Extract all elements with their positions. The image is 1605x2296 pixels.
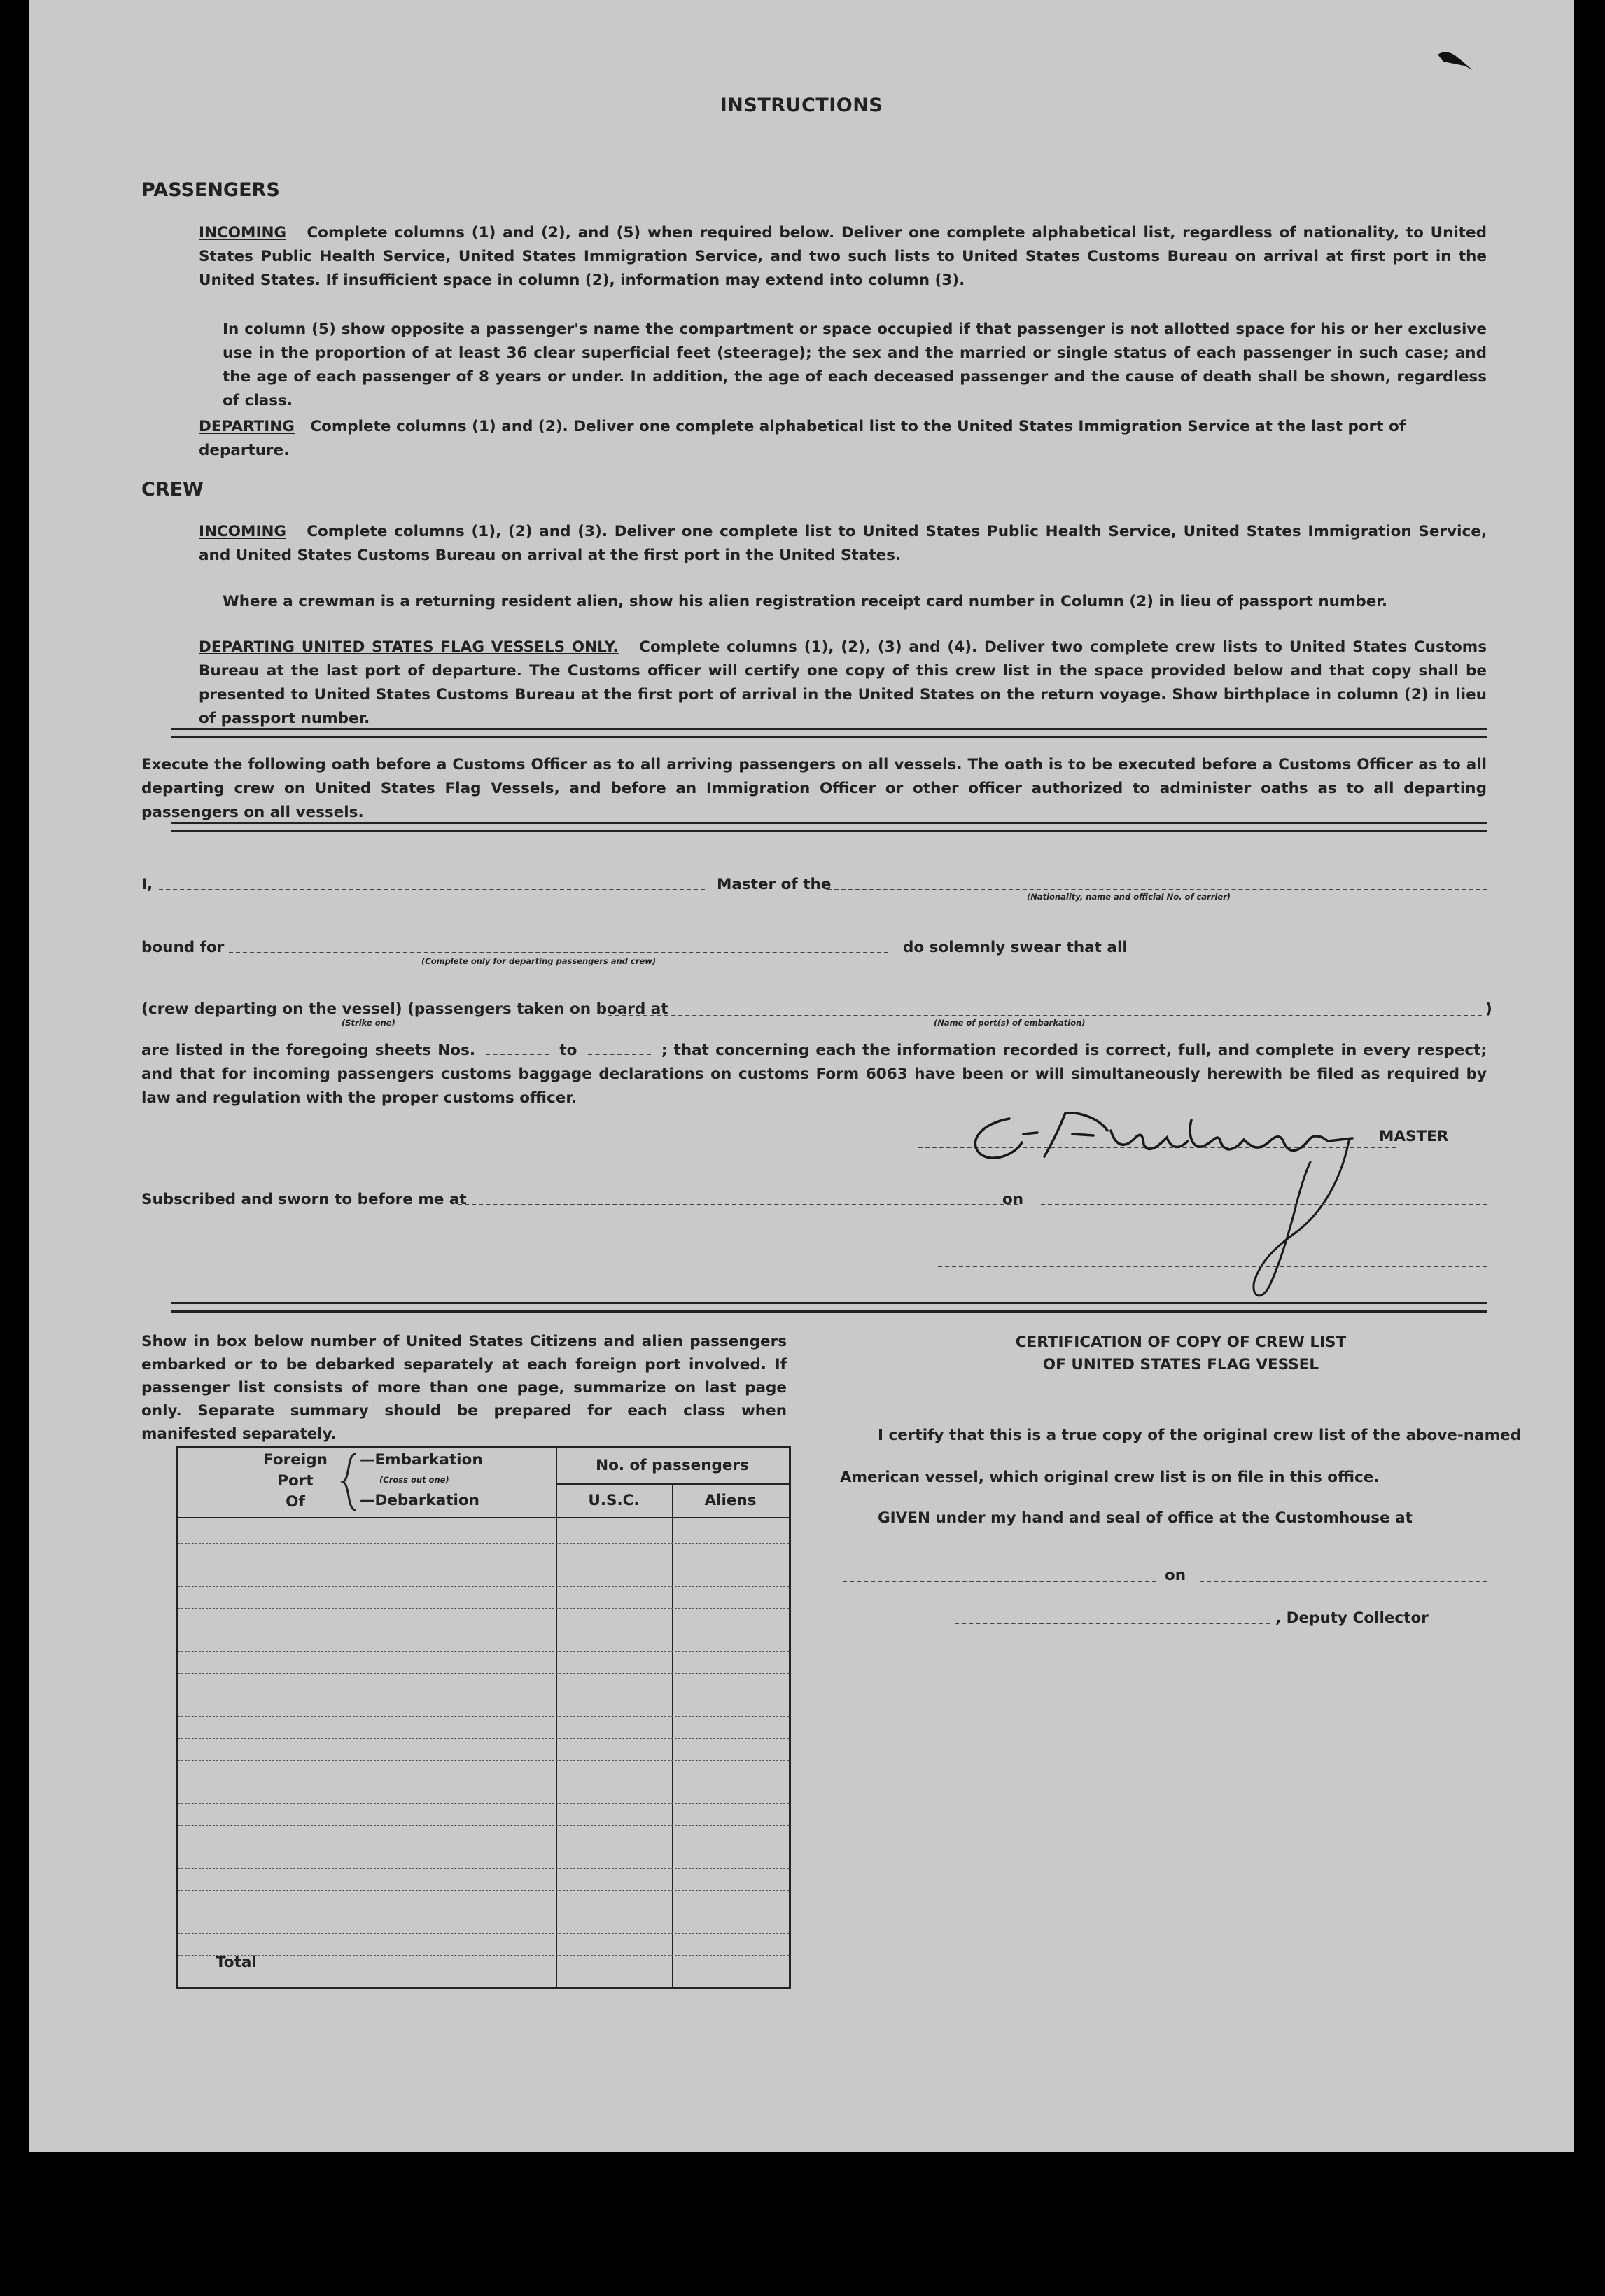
swear-label: do solemnly swear that all bbox=[903, 939, 1128, 956]
foreign-text: Foreign bbox=[263, 1451, 328, 1469]
certification-heading-line1: CERTIFICATION OF COPY OF CREW LIST bbox=[1015, 1334, 1347, 1351]
departing-text: Complete columns (1) and (2). Deliver one complete alphabetical list to the United States Immigration Service at the last port of departure. bbox=[199, 418, 1406, 459]
port-note: (Name of port(s) of embarkation) bbox=[934, 1018, 1086, 1028]
of-text: Of bbox=[286, 1493, 305, 1511]
oath-i-label: I, bbox=[141, 876, 153, 893]
incoming-label: INCOMING bbox=[199, 224, 287, 241]
divider bbox=[171, 728, 1487, 738]
certification-heading-line2: OF UNITED STATES FLAG VESSEL bbox=[1042, 1356, 1319, 1373]
officer-signature-line[interactable] bbox=[938, 1266, 1487, 1267]
usc-header: U.S.C. bbox=[588, 1492, 640, 1509]
bound-for-label: bound for bbox=[141, 939, 225, 956]
customhouse-date-field[interactable] bbox=[1200, 1581, 1487, 1582]
embarkation-label: —Embarkation bbox=[360, 1451, 483, 1469]
crew-departing-paragraph bbox=[199, 636, 1487, 731]
summary-row-line[interactable] bbox=[178, 1868, 789, 1869]
departing-label: DEPARTING bbox=[199, 418, 295, 435]
corner-mark bbox=[1436, 49, 1478, 77]
summary-row-line[interactable] bbox=[178, 1564, 789, 1565]
passengers-departing-paragraph bbox=[199, 415, 1487, 463]
header-divider bbox=[556, 1483, 789, 1485]
cross-out-note: (Cross out one) bbox=[379, 1475, 449, 1485]
port-text: Port bbox=[277, 1472, 314, 1490]
given-line: GIVEN under my hand and seal of office at the Customhouse at bbox=[878, 1509, 1413, 1527]
master-label: MASTER bbox=[1379, 1128, 1449, 1145]
deputy-collector-label: , Deputy Collector bbox=[1275, 1609, 1429, 1627]
crew-heading: CREW bbox=[141, 479, 204, 500]
certification-on-label: on bbox=[1165, 1567, 1186, 1584]
sworn-on-label: on bbox=[1002, 1191, 1024, 1208]
no-of-passengers-header: No. of passengers bbox=[596, 1457, 749, 1474]
oath-instruction: Execute the following oath before a Customs Officer as to all arriving passengers on all vessels. The oath is to be executed before a Customs Officer as to all departing crew on United States Flag Vessels, and before an Immigration Officer or other officer authorized to administer oaths as to all departing passengers on all vessels. bbox=[141, 756, 1487, 821]
close-paren: ) bbox=[1485, 1000, 1492, 1018]
passenger-summary-box bbox=[176, 1446, 791, 1989]
summary-row-line[interactable] bbox=[178, 1955, 789, 1956]
master-signature bbox=[960, 1092, 1408, 1302]
passengers-heading: PASSENGERS bbox=[141, 179, 280, 201]
divider bbox=[171, 822, 1487, 832]
summary-row-line[interactable] bbox=[178, 1543, 789, 1544]
crew-incoming-label: INCOMING bbox=[199, 523, 287, 540]
summary-row-line[interactable] bbox=[178, 1803, 789, 1804]
sworn-date-field[interactable] bbox=[1041, 1204, 1487, 1205]
summary-row-line[interactable] bbox=[178, 1586, 789, 1587]
divider bbox=[171, 1302, 1487, 1312]
summary-row-line[interactable] bbox=[178, 1738, 789, 1739]
vessel-name-field[interactable] bbox=[827, 889, 1487, 890]
incoming-text: Complete columns (1) and (2), and (5) when required below. Deliver one complete alphabetical list, regardless of nationality, to United States Public Health Service, United States Immigration Service, and two such lists to United States Customs Bureau on arrival at first port in the United States. If insufficient space in column (2), information may extend into column (3). bbox=[199, 224, 1487, 289]
header-bottom-line bbox=[178, 1517, 789, 1518]
listed-to: to bbox=[559, 1042, 577, 1059]
column-divider bbox=[556, 1448, 557, 1987]
total-label: Total bbox=[216, 1954, 257, 1971]
deputy-signature-line[interactable] bbox=[955, 1623, 1270, 1624]
summary-row-line[interactable] bbox=[178, 1673, 789, 1674]
resident-alien-paragraph: Where a crewman is a returning resident alien, show his alien registration receipt card number in Column (2) in lieu of passport number. bbox=[223, 593, 1388, 610]
nationality-note: (Nationality, name and official No. of carrier) bbox=[1027, 892, 1231, 902]
listed-a: are listed in the foregoing sheets Nos. bbox=[141, 1042, 475, 1059]
crew-departing-label: DEPARTING UNITED STATES FLAG VESSELS ONLY. bbox=[199, 638, 619, 656]
certify-line2: American vessel, which original crew list is on file in this office. bbox=[840, 1469, 1380, 1486]
strike-one-note: (Strike one) bbox=[342, 1018, 395, 1028]
summary-row-line[interactable] bbox=[178, 1716, 789, 1717]
master-of-the-label: Master of the bbox=[717, 876, 832, 893]
sworn-place-field[interactable] bbox=[458, 1204, 1018, 1205]
customhouse-place-field[interactable] bbox=[843, 1581, 1156, 1582]
passengers-incoming-paragraph bbox=[199, 221, 1487, 293]
certification-heading bbox=[873, 1331, 1489, 1376]
column5-paragraph: In column (5) show opposite a passenger's name the compartment or space occupied if that passenger is not allotted space for his or her exclusive use in the proportion of at least 36 clear superficial feet (steerage); the sex and the married or single status of each passenger in such case; and the age of each passenger of 8 years or under. In addition, the age of each deceased passenger and the cause of death shall be shown, regardless of class. bbox=[223, 321, 1487, 410]
crew-incoming-text: Complete columns (1), (2) and (3). Deliver one complete list to United States Public Health Service, United States Immigration Service, and United States Customs Bureau on arrival at the first port in the United States. bbox=[199, 523, 1487, 564]
summary-row-line[interactable] bbox=[178, 1933, 789, 1934]
sheet-from-field[interactable] bbox=[486, 1042, 549, 1055]
page-title: INSTRUCTIONS bbox=[720, 94, 883, 116]
foreign-port-of-label bbox=[253, 1450, 337, 1513]
crew-departing-text: Complete columns (1), (2), (3) and (4). Deliver two complete crew lists to United States Customs Bureau at the last port of departure. The Customs officer will certify one copy of this crew list in the space provided below and that copy shall be presented to United States Customs Bureau at the first port of arrival in the United States on the return voyage. Show birthplace in column (2) in lieu of passport number. bbox=[199, 638, 1487, 727]
sheet-to-field[interactable] bbox=[588, 1042, 651, 1055]
summary-row-line[interactable] bbox=[178, 1608, 789, 1609]
debarkation-label: —Debarkation bbox=[360, 1492, 479, 1509]
bound-for-field[interactable] bbox=[229, 952, 888, 953]
summary-row-line[interactable] bbox=[178, 1890, 789, 1891]
listed-b: ; that concerning each the information recorded is correct, full, and complete in every respect; and that for incoming passengers customs baggage declarations on customs Form 6063 have been or will simultaneously herewith be filed as required by law and regulation with the proper customs officer. bbox=[141, 1042, 1487, 1107]
complete-only-note: (Complete only for departing passengers and crew) bbox=[421, 956, 657, 966]
aliens-header: Aliens bbox=[704, 1492, 757, 1509]
summary-row-line[interactable] bbox=[178, 1651, 789, 1652]
subscribed-label: Subscribed and sworn to before me at bbox=[141, 1191, 467, 1208]
crew-departing-choice: (crew departing on the vessel) (passengers taken on board at bbox=[141, 1000, 668, 1018]
crew-incoming-paragraph bbox=[199, 520, 1487, 568]
embarkation-port-field[interactable] bbox=[608, 1015, 1482, 1016]
summary-row-line[interactable] bbox=[178, 1825, 789, 1826]
form-sheet bbox=[29, 0, 1574, 2152]
summary-instruction: Show in box below number of United States Citizens and alien passengers embarked or to be debarked separately at each foreign port involved. If passenger list consists of more than one page, summarize on last page only. Separate summary should be prepared for each class when manifested separately. bbox=[141, 1333, 787, 1443]
brace-icon bbox=[340, 1452, 361, 1511]
certify-line1: I certify that this is a true copy of the original crew list of the above-named bbox=[878, 1427, 1521, 1444]
master-name-field[interactable] bbox=[159, 889, 705, 890]
